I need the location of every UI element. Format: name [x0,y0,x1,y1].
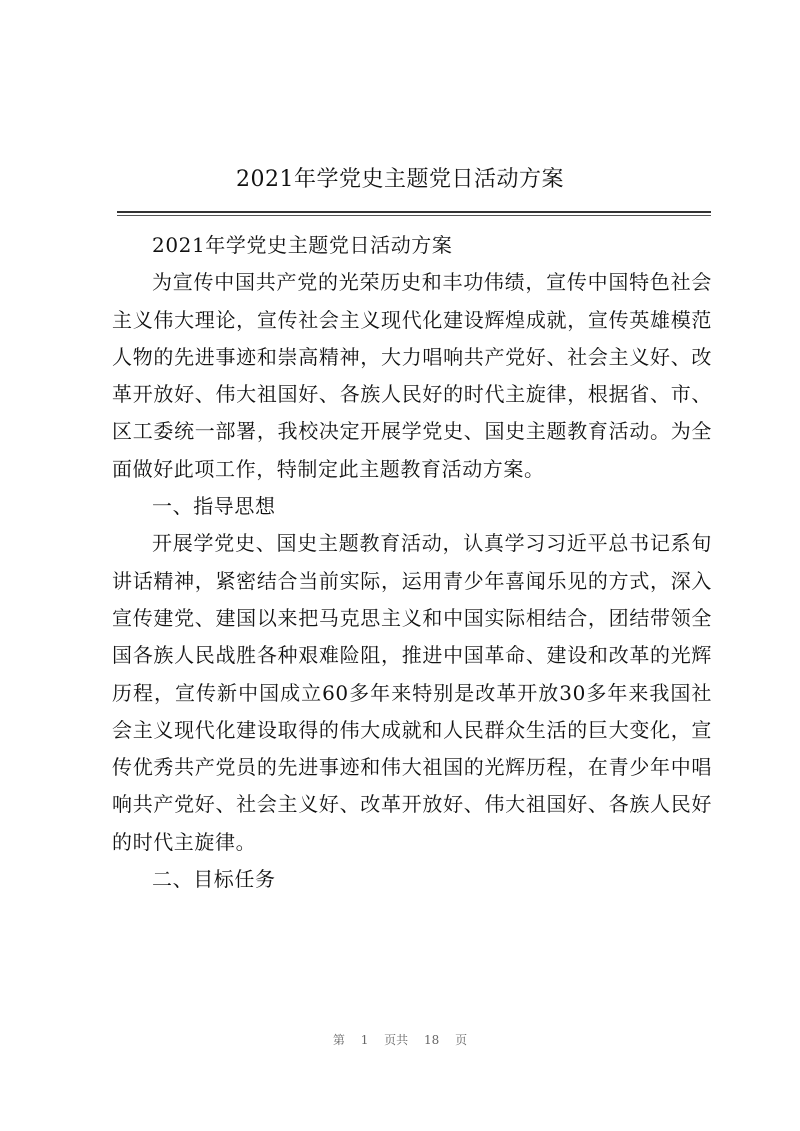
title-rule-thick [117,211,711,213]
section-heading-goals-tasks: 二、目标任务 [152,867,276,892]
document-title: 2021年学党史主题党日活动方案 [236,167,564,192]
document-body [112,227,712,898]
footer-page-number: 1 [360,1033,369,1047]
page-footer [0,1031,800,1048]
section-heading-guiding-ideology: 一、指导思想 [152,494,276,519]
footer-prefix: 第 [332,1033,345,1047]
title-rule-thin [117,215,711,216]
footer-total-pages: 18 [424,1033,440,1047]
body-subtitle: 2021年学党史主题党日活动方案 [152,233,453,257]
footer-suffix: 页 [455,1033,468,1047]
paragraph-guiding-ideology: 开展学党史、国史主题教育活动，认真学习习近平总书记系旬讲话精神，紧密结合当前实际，运用青少年喜闻乐见的方式，深入宣传建党、建国以来把马克思主义和中国实际相结合，团结带领全国各族人民战胜各种艰难险阻，推进中国革命、建设和改革的光辉历程，宣传新中国成立60多年来特别是改革开放30多年来我国社会主义现代化建设取得的伟大成就和人民群众生活的巨大变化，宣传优秀共产党员的先进事迹和伟大祖国的光辉历程，在青少年中唱响共产党好、社会主义好、改革开放好、伟大祖国好、各族人民好的时代主旋律。 [112,531,712,854]
paragraph-intro: 为宣传中国共产党的光荣历史和丰功伟绩，宣传中国特色社会主义伟大理论，宣传社会主义现代化建设辉煌成就，宣传英雄模范人物的先进事迹和崇高精神，大力唱响共产党好、社会主义好、改革开放好、伟大祖国好、各族人民好的时代主旋律，根据省、市、区工委统一部署，我校决定开展学党史、国史主题教育活动。为全面做好此项工作，特制定此主题教育活动方案。 [112,270,712,481]
footer-middle: 页共 [384,1033,409,1047]
